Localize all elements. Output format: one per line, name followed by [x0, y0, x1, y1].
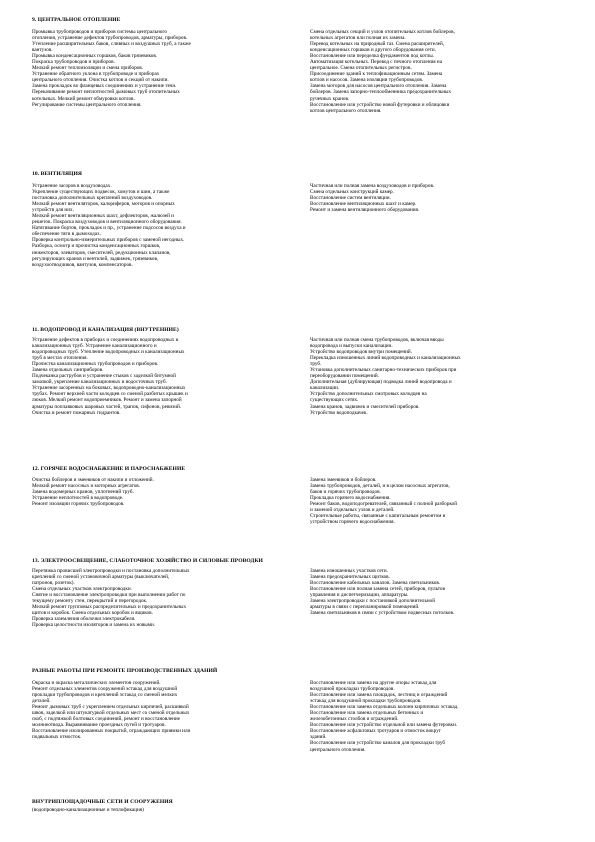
text-line: прокладки трубопроводов и креплений эстакад со сменой мелких — [32, 692, 178, 699]
text-line: Частичная или полная замена воздуховодов и приборов. — [310, 183, 435, 189]
text-line: центрального отопления. Очистка котлов и секций от накипи. — [32, 77, 169, 84]
text-line: Восстановление систем вентиляции. — [310, 195, 391, 202]
text-line: конденсационных горшков и другого оборудования сети. — [310, 47, 436, 54]
text-line: Замена электропроводки с постановкой дополнительной — [310, 598, 436, 605]
text-line: котельных. Мелкий ремонт обмуровки котлов. — [32, 95, 135, 102]
text-line: Замена трубопроводов, деталей, и в целом насосных агрегатов, — [310, 483, 450, 490]
text-line: патронов, розеток). — [32, 580, 75, 587]
text-line: Перекачивание ремонт неплотностей дымовых труб отопительных — [32, 89, 180, 96]
text-line: Восстановление или переделка фундаментов под котлы. — [310, 53, 435, 60]
text-line: Частичная или полная смена трубопроводов, включая вводы — [310, 337, 444, 343]
section-right-column — [310, 568, 568, 616]
text-line: Мелкий ремонт групповых распределительных и предохранительных — [32, 604, 187, 611]
section-right-column — [310, 477, 568, 525]
text-line: Присоединение зданий к теплофикационным сетям. Замена — [310, 71, 443, 78]
text-line: водопроводных труб. Утепление водопроводных и канализационных — [32, 349, 185, 356]
text-line: Очистка и ремонт пожарных гидрантов. — [32, 409, 121, 416]
section-left-column — [32, 183, 307, 268]
text-line: переоборудовании помещений. — [310, 373, 379, 380]
text-line: Утепление расширительных баков, сливных и воздушных труб, а также — [32, 41, 191, 48]
text-line: Окраска и окраска металлических элементов сооружений. — [32, 680, 161, 686]
text-line: Смена отдельных участков электропроводки. — [32, 586, 132, 593]
text-line: текущему ремонту стен, перекрытий и перегородок. — [32, 598, 148, 605]
text-line: Замена змеевиков и бойлеров. — [310, 477, 377, 483]
text-line: Прочистка канализационных трубопроводов и приборов. — [32, 361, 159, 368]
section-right-column — [310, 680, 568, 753]
text-line: Восстановление или замена на другие опоры эстакад для — [310, 680, 437, 686]
section-left-column — [32, 680, 307, 740]
text-line: канализационных труб. Устранение канализационного и — [32, 343, 157, 350]
text-line: Восстановление или полная замена сетей, приборов, пультов — [310, 586, 445, 593]
text-line: Ремонт баков, водоподогревателей, связанный с полной разборкой — [310, 501, 457, 508]
section-heading: 10. ВЕНТИЛЯЦИЯ — [32, 171, 82, 177]
text-line: зданий. — [310, 734, 327, 741]
text-line: щитов и коробок. Смена отдельных коробок и ящиков. — [32, 610, 153, 617]
text-line: Восстановление асфальтовых тротуаров и отмосток вокруг — [310, 728, 441, 735]
text-line: эстакад для воздушной прокладки трубопроводов. — [310, 698, 422, 705]
text-line: Прокладка горячего водоснабжения. — [310, 495, 391, 502]
text-line: бойлеров. Замена запорно-теплообменника предохранительных — [310, 89, 452, 96]
text-line: отопления, устранение дефектов трубопроводов, арматуры, приборов. — [32, 35, 188, 42]
text-line: Восстановление кабельных каналов. Замена светильников. — [310, 580, 441, 587]
section-heading: 13. ЭЛЕКТРООСВЕЩЕНИЕ, СЛАБОТОЧНОЕ ХОЗЯЙСТВО И СИЛОВЫЕ ПРОВОДКИ — [32, 558, 263, 564]
text-line: ручечных кранов. — [310, 95, 350, 102]
text-line: котельных агрегатов или полная их замена. — [310, 35, 406, 42]
text-line: Восстановление или устройство новой футеровки и облицовки — [310, 101, 450, 108]
text-line: баков и горячих трубопроводов. — [310, 489, 381, 496]
text-line: вантузов. — [32, 47, 53, 54]
text-line: Проверка целостности изоляторов и замена их новыми. — [32, 622, 156, 629]
section-heading: 9. ЦЕНТРАЛЬНОЕ ОТОПЛЕНИЕ — [32, 17, 121, 23]
text-line: Устранение засоров в воздуховодах. — [32, 183, 112, 189]
text-line: центрального отопления. — [310, 746, 366, 753]
text-line: воздушной прокладки трубопроводов. — [310, 686, 395, 693]
text-line: люков. Мелкий ремонт водоприемников. Ремонт и замена запорной — [32, 397, 182, 404]
text-line: арматуры поплавковых шаровых частей, трапов, сифонов, ревизий. — [32, 403, 182, 410]
text-line: Проверка контрольно-измерительных приборов с заменой негодных. — [32, 237, 185, 244]
text-line: Очистка бойлеров и змеевиков от накипи и отложений. — [32, 477, 154, 483]
text-line: Восстановление или устройство отдельной или замена футеровки. — [310, 722, 458, 729]
text-line: подвальных отмосток. — [32, 734, 82, 741]
text-line: Замена водомерных кранов, уплотнений труб. — [32, 489, 134, 496]
text-line: Автоматизация котельных. Перевод с печного отопления на — [310, 59, 443, 66]
text-line: Устройство водоподкачек. — [310, 409, 368, 416]
text-line: Мелкий ремонт вентиляторов, калориферов, моторов и опорных — [32, 201, 175, 208]
text-line: Восстановление или устройство каналов для прокладки труб — [310, 740, 446, 747]
text-line: обеспечение тяги в дымоходах. — [32, 231, 101, 238]
text-line: Снятие и восстановление электропроводки при выполнении работ по — [32, 592, 186, 599]
text-line: центральное. Смена отопительных регистров. — [310, 65, 412, 72]
text-line: Мелкий ремонт вентиляционных шахт, дефлекторов, жалюзей и — [32, 213, 174, 220]
text-line: труб в местах отопления. — [32, 355, 88, 362]
text-line: Устранение дефектов в приборах и соединениях водопроводных и — [32, 337, 179, 343]
text-line: Покраска трубопроводов и приборов. — [32, 59, 115, 66]
text-line: инжекторов, элеваторов, смесителей, редукционных клапанов, — [32, 249, 171, 256]
text-line: постановка дополнительных креплений воздуховодов. — [32, 195, 153, 202]
section-left-column — [32, 477, 307, 507]
text-line: замазкой, укрепление канализационных и водосточных труб. — [32, 379, 167, 386]
text-line: Восстановление изолированных покрытий, ограждающих приямки или — [32, 728, 191, 735]
text-line: Дополнительная (дублирующая) подводка линий водопровода и — [310, 379, 452, 386]
text-line: котлов центрального отопления. — [310, 107, 382, 114]
text-line: Регулирование системы центрального отопления. — [32, 101, 142, 108]
text-line: креплений со сменой установочной арматуры (выключателей, — [32, 574, 170, 581]
text-line: Ремонт изоляции горячих трубопроводов. — [32, 501, 125, 508]
text-line: существующих сетях. — [310, 397, 359, 404]
text-line: Промывка трубопроводов и приборов системы центрального — [32, 29, 167, 35]
text-line: труб. — [310, 361, 322, 368]
text-line: Подчеканка раструбов и устранение стыков с заделкой битумной — [32, 373, 176, 380]
text-line: Проверка заземления оболочки электрокабеля. — [32, 616, 136, 623]
text-line: железобетонных столбов и ограждений. — [310, 716, 399, 723]
text-line: устройств для них. — [32, 207, 74, 214]
section-left-column — [32, 337, 307, 416]
section-heading: 11. ВОДОПРОВОД И КАНАЛИЗАЦИЯ (ВНУТРЕННИЕ) — [32, 327, 179, 333]
text-line: канализации. — [310, 385, 340, 392]
text-line: Замена кранов, задвижек и смесителей приборов. — [310, 403, 420, 410]
section-heading: РАЗНЫЕ РАБОТЫ ПРИ РЕМОНТЕ ПРОИЗВОДСТВЕННЫХ ЗДАНИЙ — [32, 668, 218, 674]
footer-title: ВНУТРИПЛОЩАДОЧНЫЕ СЕТИ И СООРУЖЕНИЯ — [32, 799, 173, 805]
text-line: решеток. Покраска воздуховодов и вентиляционного оборудования. — [32, 219, 182, 226]
text-line: Устройство водопроводов внутри помещений. — [310, 349, 413, 356]
text-line: Замена отдельных санприборов. — [32, 367, 104, 374]
text-line: устройством горячего водоснабжения. — [310, 519, 395, 526]
text-line: котлов и насосов. Замена изоляции трубопроводов. — [310, 77, 424, 84]
text-line: Строительные работы, связанные с капитальным ремонтом и — [310, 513, 446, 520]
text-line: Ремонт дымовых труб с укреплением отдельных кирпичей, расшивкой — [32, 704, 189, 711]
text-line: Устранение неплотностей в водопроводе. — [32, 495, 124, 502]
footer-subtitle: (водопроводно-канализационные и теплофикация) — [32, 807, 144, 813]
text-line: Устройство дополнительных смотровых колодцев на — [310, 391, 427, 398]
section-left-column — [32, 568, 307, 628]
text-line: регулирующих кранов и вентилей, задвижек, грязевиков, — [32, 255, 159, 262]
text-line: Разборка, осмотр и прочистка конденсационных горшков, — [32, 243, 161, 250]
text-line: и заменой отдельных узлов и деталей. — [310, 507, 395, 514]
text-line: Мелкий ремонт насосных и моторных агрегатов. — [32, 483, 141, 490]
text-line: Ремонт и замена вентиляционного оборудования. — [310, 207, 420, 214]
text-line: водопровода и выпуски канализации. — [310, 343, 393, 350]
text-line: управления и диспетчеризации, аппаратуры. — [310, 592, 409, 599]
text-line: молниеотвода. Выравнивание проездных путей и тротуаров. — [32, 722, 166, 729]
text-line: Установка дополнительных санитарно-технических приборов при — [310, 367, 457, 374]
text-line: трубах. Ремонт верхней части колодцев со сменой разбитых крышек и — [32, 391, 188, 398]
text-line: Восстановление или замена площадок, лестниц и ограждений — [310, 692, 448, 699]
text-line: Перетяжка провисшей электропроводки и постановка дополнительных — [32, 568, 190, 574]
section-right-column — [310, 337, 568, 416]
section-right-column — [310, 29, 568, 114]
text-line: Перевод котельных на природный газ. Смена расширителей, — [310, 41, 445, 48]
text-line: Устранение засоренных на боковых, водопроводно-канализационных — [32, 385, 186, 392]
text-line: Смена отдельных конструкций камер. — [310, 189, 394, 196]
section-heading: 12. ГОРЯЧЕЕ ВОДОСНАБЖЕНИЕ И ПАРОСНАБЖЕНИЕ — [32, 466, 186, 472]
text-line: деталей. — [32, 698, 51, 705]
text-line: арматуры в связи с перепланировкой помещений. — [310, 604, 420, 611]
section-right-column — [310, 183, 568, 213]
text-line: Замена изношенных участков сети. — [310, 568, 388, 574]
text-line: Смена отдельных секций и узлов отопительных котлов бойлеров, — [310, 29, 455, 35]
text-line: воздухоотводчиков, вантузов, компенсаторов. — [32, 261, 133, 268]
text-line: Восстановление или замена отдельных колонн кирпичных эстакад. — [310, 704, 459, 711]
text-line: Замена предохранительных щитков. — [310, 574, 390, 581]
text-line: Промывка конденсационных горшков, баков грязевиков. — [32, 53, 158, 60]
text-line: Замена прокладок во фланцевых соединениях и устранение течи. — [32, 83, 177, 90]
text-line: Устранение обратного уклона в трубопроводе и приборах — [32, 71, 160, 78]
text-line: Укрепление существующих подвесок, хомутов и шин, а также — [32, 189, 170, 196]
text-line: Ремонт отдельных элементов сооружений эстакад для воздушной — [32, 686, 178, 693]
text-line: Восстановление вентиляционных шахт и камер. — [310, 201, 417, 208]
text-line: Восстановление или замена отдельных бетонных и — [310, 710, 424, 717]
text-line: швов, заделкой или штукатуркой отдельных мест со сменой отдельных — [32, 710, 190, 717]
text-line: скоб, с подтяжкой болтовых соединений, ремонт и восстановление — [32, 716, 180, 723]
text-line: Замена моторов для насосов центрального отопления. Замена — [310, 83, 447, 90]
text-line: Замена светильников в связи с устройством подвесных потолков. — [310, 610, 455, 617]
text-line: Мелкий ремонт теплоизоляции и смена приборов. — [32, 65, 144, 72]
text-line: Натягивание бортов, прокладок и пр., устранение подсосов воздуха и — [32, 225, 186, 232]
text-line: Перекладка изношенных линий водопроводных и канализационных — [310, 355, 461, 362]
section-left-column — [32, 29, 307, 108]
